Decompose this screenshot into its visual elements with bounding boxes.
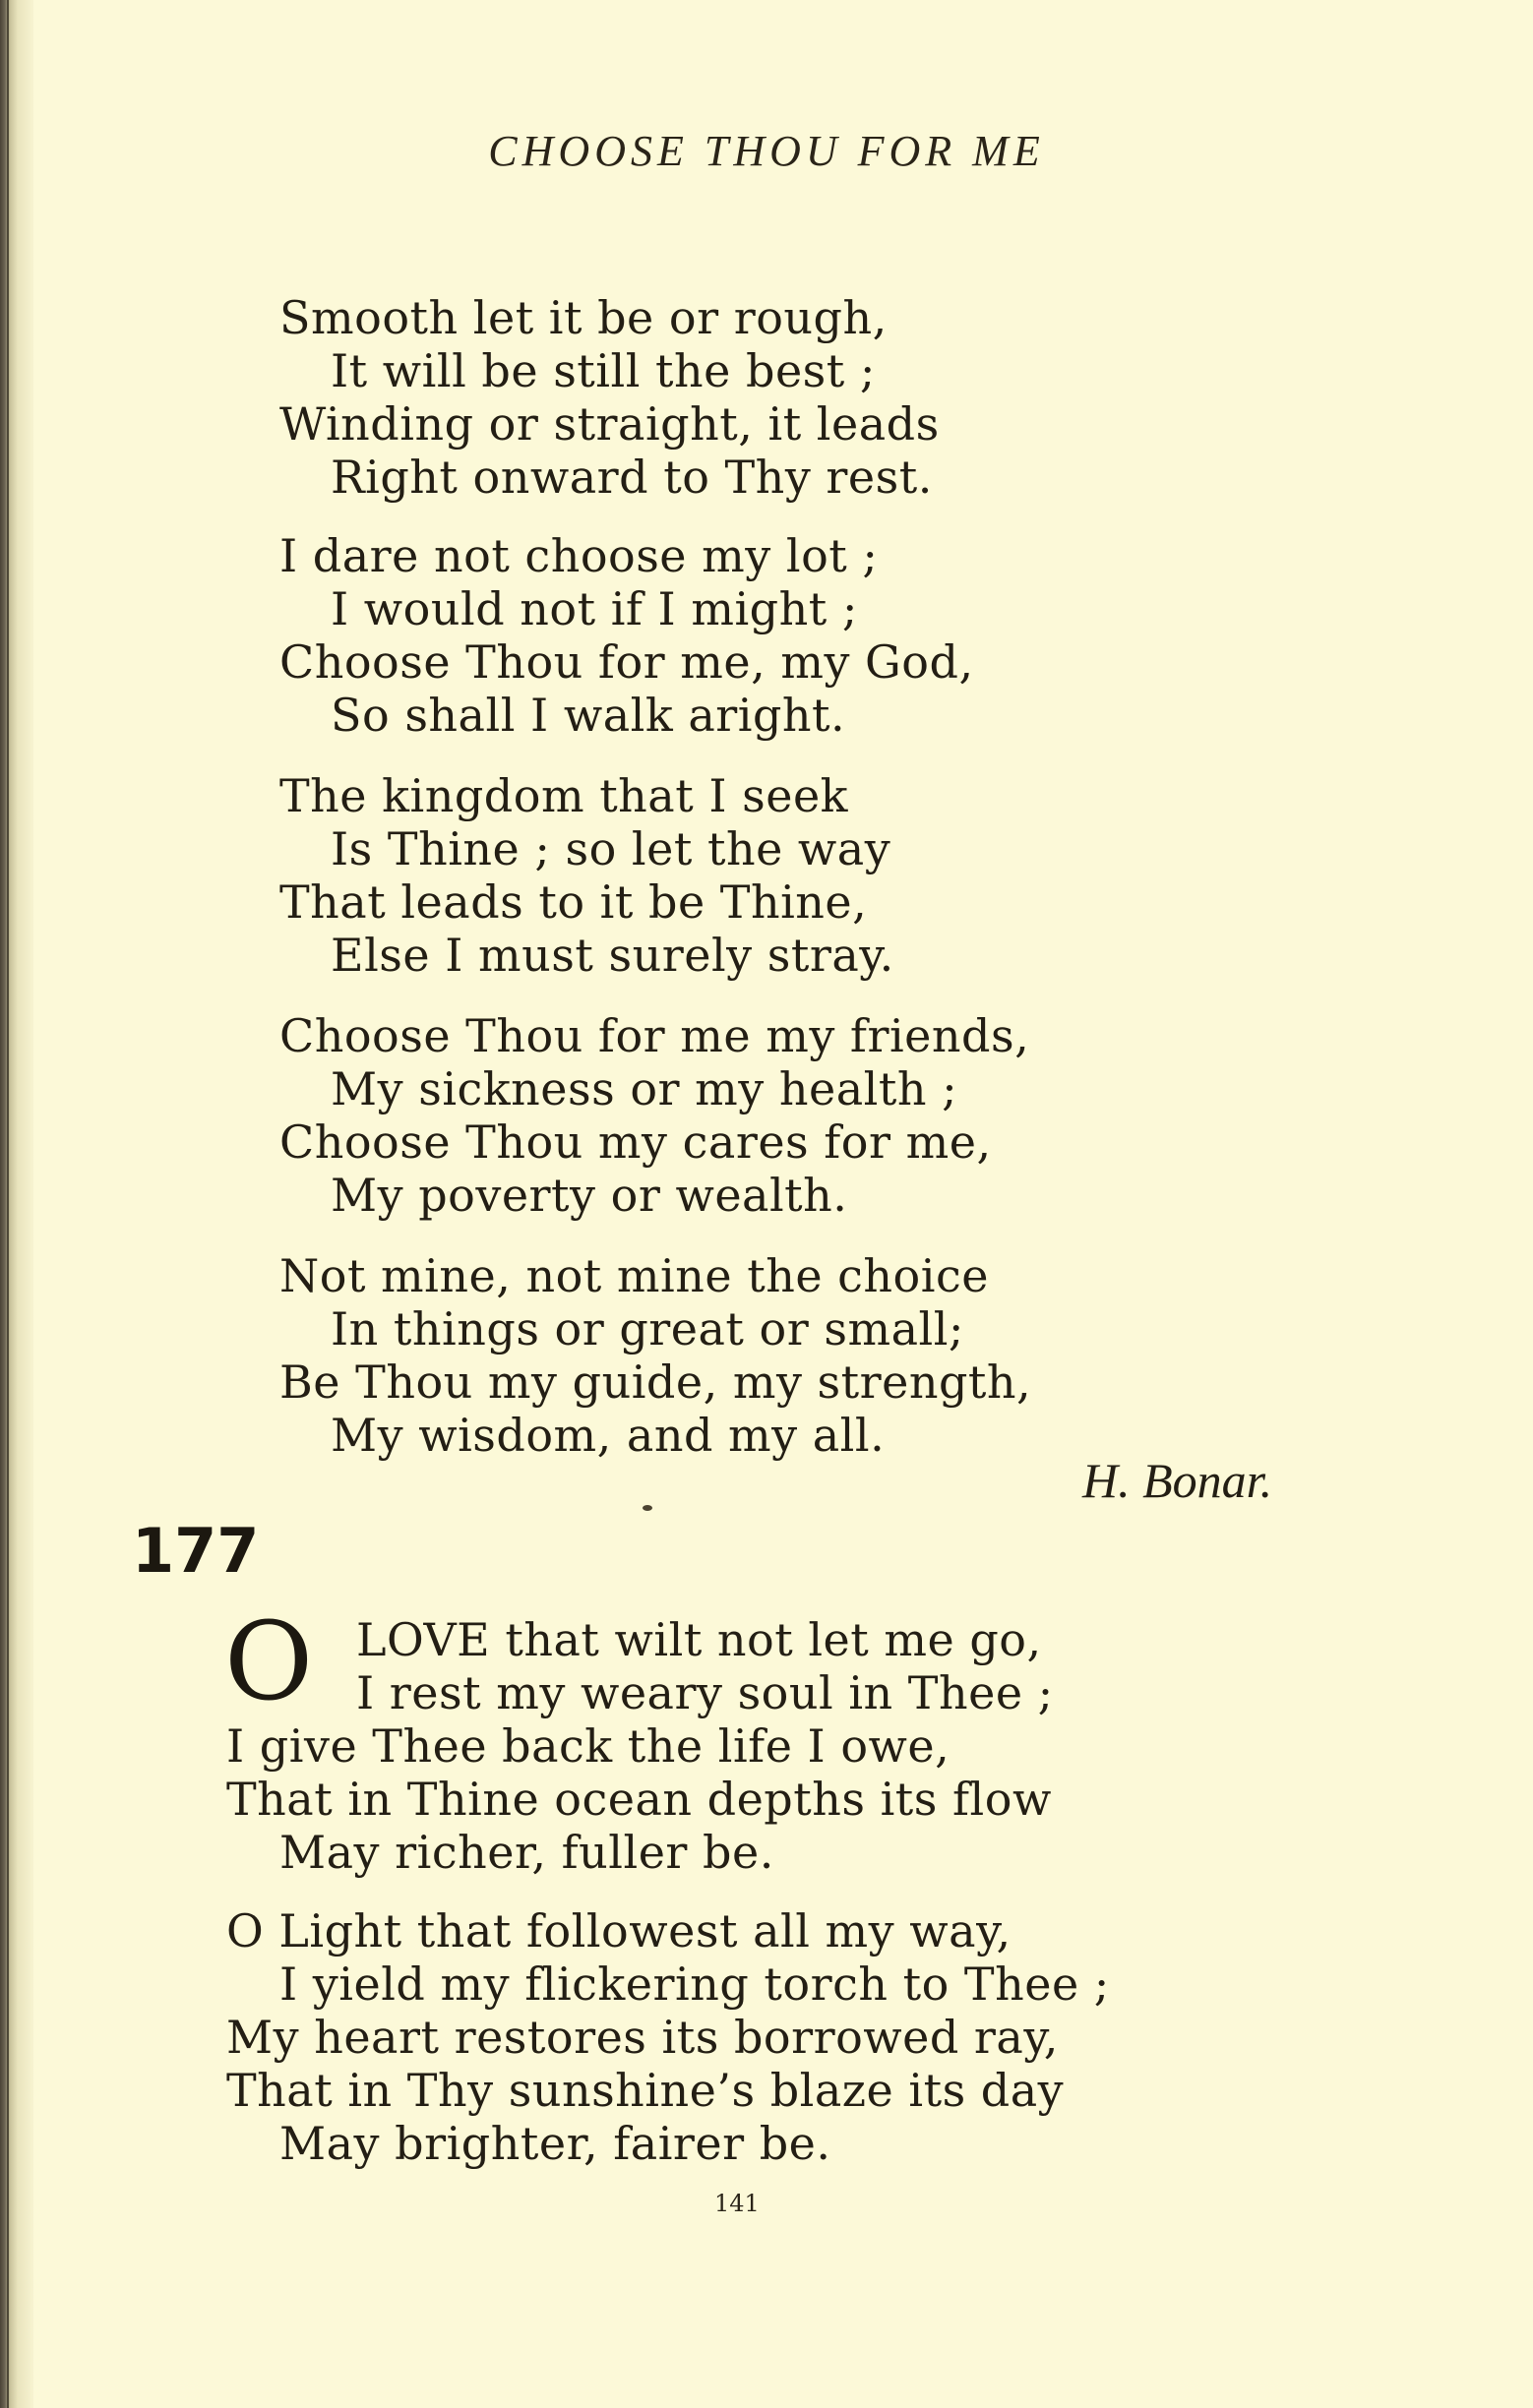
verse-line: Else I must surely stray. — [331, 929, 894, 982]
verse-line: Not mine, not mine the choice — [279, 1249, 989, 1302]
drop-cap: O — [224, 1598, 314, 1724]
verse-line: Is Thine ; so let the way — [331, 822, 891, 875]
hymn-number: 177 — [132, 1515, 260, 1587]
verse-line: Winding or straight, it leads — [279, 397, 940, 451]
verse-line: My heart restores its borrowed ray, — [226, 2011, 1059, 2064]
verse-line: Choose Thou for me, my God, — [279, 635, 974, 689]
page-binding-edge — [0, 0, 33, 2408]
verse-line: I dare not choose my lot ; — [279, 529, 879, 582]
verse-line: May brighter, fairer be. — [279, 2117, 831, 2170]
verse-line: That in Thy sunshine’s blaze its day — [226, 2064, 1065, 2117]
verse-line: O Light that followest all my way, — [226, 1904, 1012, 1957]
verse-line: That leads to it be Thine, — [279, 875, 868, 929]
page-number: 141 — [714, 2190, 760, 2217]
verse-line: The kingdom that I seek — [279, 769, 849, 822]
verse-line: In things or great or small; — [331, 1302, 964, 1355]
verse-line: My sickness or my health ; — [331, 1062, 958, 1115]
verse-line: So shall I walk aright. — [331, 689, 846, 742]
verse-line: Smooth let it be or rough, — [279, 291, 888, 344]
verse-line: I would not if I might ; — [331, 582, 858, 635]
running-head: CHOOSE THOU FOR ME — [488, 127, 1045, 175]
author-attribution: H. Bonar. — [1082, 1453, 1273, 1508]
print-speck — [643, 1505, 652, 1511]
verse-line: Right onward to Thy rest. — [331, 451, 933, 504]
verse-line: LOVE that wilt not let me go, — [356, 1613, 1042, 1666]
verse-line: May richer, fuller be. — [279, 1826, 774, 1879]
verse-line: I give Thee back the life I owe, — [226, 1719, 950, 1773]
verse-line: That in Thine ocean depths its flow — [226, 1773, 1052, 1826]
verse-line: My poverty or wealth. — [331, 1169, 848, 1222]
verse-line: Choose Thou my cares for me, — [279, 1115, 992, 1169]
verse-line: It will be still the best ; — [331, 344, 876, 397]
verse-line: My wisdom, and my all. — [331, 1409, 886, 1462]
verse-line: I rest my weary soul in Thee ; — [356, 1666, 1054, 1719]
verse-line: Choose Thou for me my friends, — [279, 1009, 1030, 1062]
binding-rule — [7, 0, 9, 2408]
verse-line: I yield my flickering torch to Thee ; — [279, 1957, 1110, 2011]
verse-line: Be Thou my guide, my strength, — [279, 1355, 1032, 1409]
